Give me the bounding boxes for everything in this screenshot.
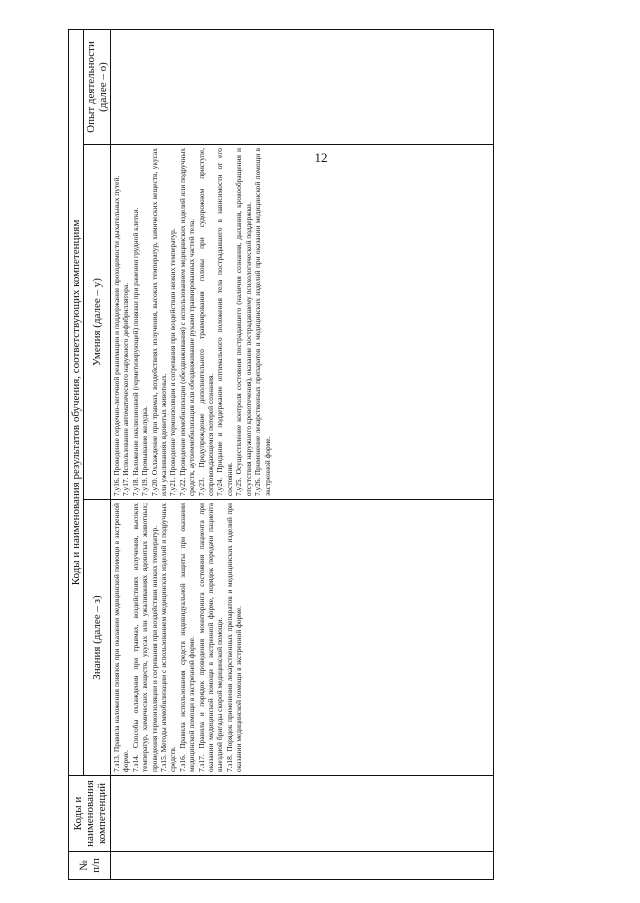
- knowledge-item: 7.з17. Правила и порядок проведения мониторинга состояния пациента при оказании медицинской помощи в экстренной форме, порядок передачи пациента выездной бригады скорой медицинской помощи.: [196, 503, 225, 772]
- skill-item: 7.у25. Осуществление контроля состояния пострадавшего (наличия сознания, дыхания, кровообращения и отсутствия наружного кровотечения), оказание пострадавшему психологической поддержки.: [234, 148, 253, 496]
- header-knowledge: Знания (далее – з): [84, 500, 111, 776]
- header-results-group: Коды и наименования результатов обучения, соответствующих компетенциям: [69, 30, 84, 776]
- header-experience: Опыт деятельности (далее – о): [84, 30, 111, 145]
- skill-item: 7.у24. Придание и поддержание оптимального положения тела пострадавшего в зависимости от его состояния.: [215, 148, 234, 496]
- header-row-sub: [84, 30, 111, 880]
- cell-competency-code: [111, 776, 494, 852]
- knowledge-item: 7.з14. Способы охлаждения при травмах, воздействиях излучения, высоких температур, химических веществ, укусах или ужаливаниях ядовитых животных; проведения термоизоляции и согревания при воздействии низких температур.: [130, 503, 159, 772]
- knowledge-item: 7.з16. Правила использования средств индивидуальной защиты при оказании медицинской помощи в экстренной форме.: [177, 503, 197, 772]
- cell-skills: [111, 145, 494, 500]
- header-skills: Умения (далее – у): [84, 145, 111, 500]
- header-row-top: [69, 30, 84, 880]
- competency-table: [68, 29, 494, 880]
- knowledge-item: 7.з18. Порядок применения лекарственных препаратов и медицинских изделий при оказании медицинской помощи в экстренной форме.: [224, 503, 244, 772]
- skill-item: 7.у17. Использование автоматического наружного дефибриллятора.: [121, 282, 131, 496]
- skill-item: 7.у16. Проведение сердечно-легочной реанимации и поддержание проходимости дыхательных путей.: [112, 175, 121, 496]
- competency-table-container: [68, 30, 612, 880]
- table-row: [111, 30, 494, 880]
- cell-number: [111, 852, 494, 880]
- page-number: 12: [314, 150, 328, 165]
- header-number: № п/п: [69, 852, 111, 880]
- cell-experience: [111, 30, 494, 145]
- cell-knowledge: [111, 500, 494, 776]
- skill-item: 7.у21. Проведение термоизоляции и согревания при воздействии низких температур.: [168, 228, 178, 496]
- knowledge-item: 7.з15. Методы иммобилизации с использованием медицинских изделий и подручных средств.: [159, 503, 178, 772]
- skill-item: 7.у22. Проведение иммобилизации (обездвиживания) с использованием медицинских изделий или подручных средств, аутоиммобилизация или обездвиживание руками травмированных частей тела.: [177, 148, 197, 496]
- skill-item: 7.у20. Охлаждение при травмах, воздействиях излучения, высоких температур, химических веществ, укусах или ужаливаниях ядовитых животных.: [149, 148, 169, 496]
- knowledge-item: 7.з13. Правила наложения повязок при оказании медицинской помощи в экстренной форме.: [112, 503, 131, 772]
- skill-item: 7.у18. Наложение окклюзионной (герметизирующей) повязки при ранении грудной клетки.: [130, 207, 140, 496]
- skill-item: 7.у26. Применение лекарственных препаратов и медицинских изделий при оказании медицинской помощи в экстренной форме.: [253, 148, 272, 496]
- skill-item: 7.у19. Промывание желудка.: [140, 406, 150, 496]
- header-competency-code: Коды и наименования компетенций: [69, 776, 111, 852]
- skill-item: 7.у23. Предупреждение дополнительного травмирования головы при судорожном приступе, сопровождающемся потерей сознания.: [196, 148, 216, 496]
